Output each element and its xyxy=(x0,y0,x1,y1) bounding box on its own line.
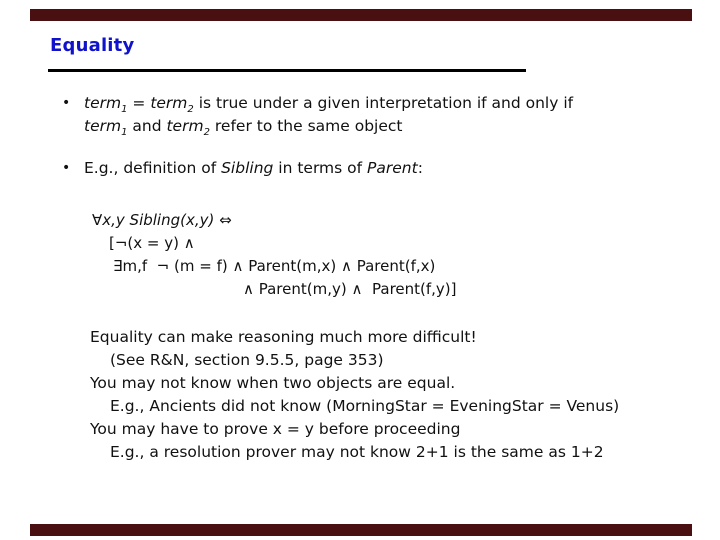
top-accent-bar xyxy=(30,9,692,21)
bullet-text: E.g., definition of Sibling in terms of Parent: xyxy=(84,159,423,177)
equality-notes xyxy=(90,326,619,464)
note-line: E.g., a resolution prover may not know 2+1 is the same as 1+2 xyxy=(110,443,604,461)
note-line: You may not know when two objects are equal. xyxy=(90,374,456,392)
bullet-text: term$_1$ = term$_2$ is true under a given interpretation if and only if term$_1$ and term$_2$ refer to the same object xyxy=(84,94,574,139)
formula-line: ∃m,f ¬ (m = f) ∧ Parent(m,x) ∧ Parent(f,x) xyxy=(113,257,436,275)
sibling-definition-formula xyxy=(92,209,457,301)
formula-line: ∧ Parent(m,y) ∧ Parent(f,y)] xyxy=(243,280,457,298)
bottom-accent-bar xyxy=(30,524,692,536)
bullet-marker-icon: • xyxy=(62,160,71,176)
note-line: Equality can make reasoning much more difficult! xyxy=(90,328,477,346)
bullet-item-equality-definition xyxy=(62,92,573,138)
bullet-item-sibling-example xyxy=(62,157,423,180)
formula-line: ∀x,y Sibling(x,y) ⇔ xyxy=(92,211,232,229)
note-line: (See R&N, section 9.5.5, page 353) xyxy=(110,351,384,369)
page-title: Equality xyxy=(50,35,135,56)
note-line: You may have to prove x = y before proceeding xyxy=(90,420,461,438)
formula-line: [¬(x = y) ∧ xyxy=(109,234,195,252)
note-line: E.g., Ancients did not know (MorningStar = EveningStar = Venus) xyxy=(110,397,620,415)
bullet-marker-icon: • xyxy=(62,95,71,111)
title-underline xyxy=(48,69,526,72)
